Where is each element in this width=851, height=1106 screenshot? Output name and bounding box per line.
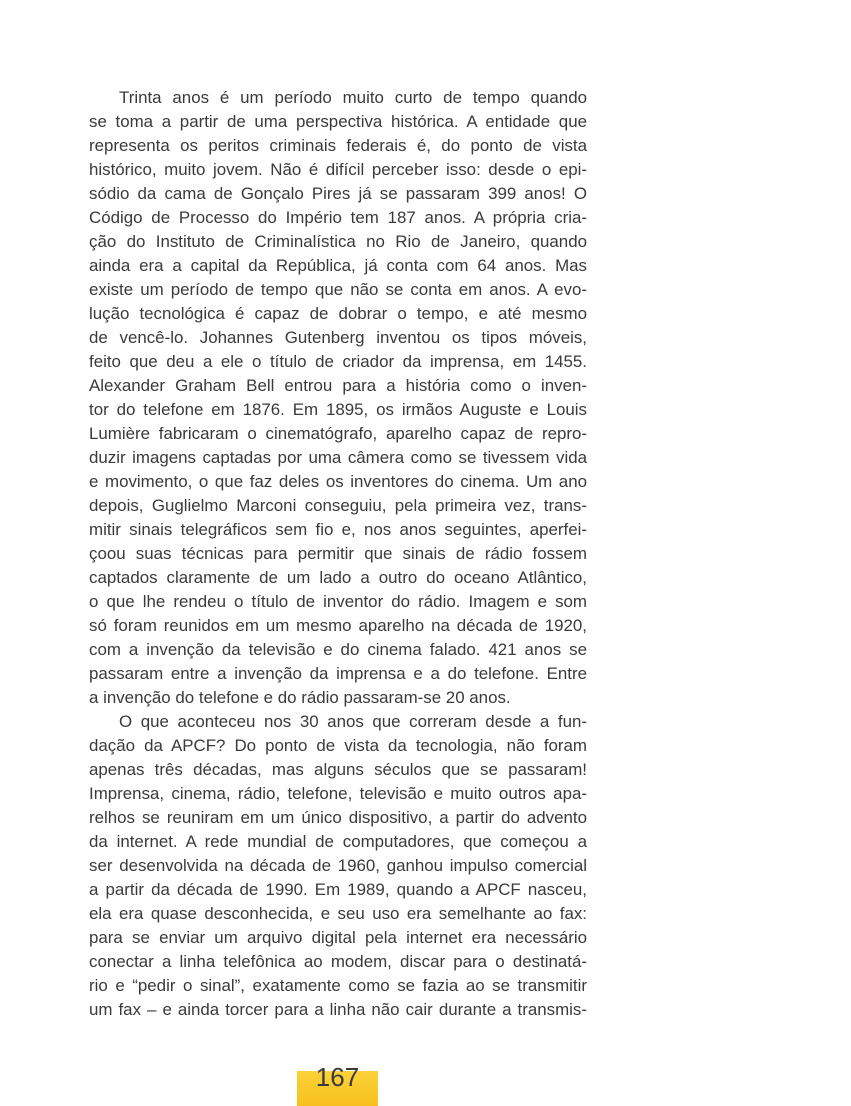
- text-line: da internet. A rede mundial de computadores, que começou a: [89, 832, 587, 851]
- text-line: Lumière fabricaram o cinematógrafo, aparelho capaz de repro-: [89, 424, 587, 443]
- text-line: dação da APCF? Do ponto de vista da tecnologia, não foram: [89, 736, 587, 755]
- text-line: a invenção do telefone e do rádio passaram-se 20 anos.: [89, 688, 511, 707]
- text-line: duzir imagens captadas por uma câmera como se tivessem vida: [89, 448, 587, 467]
- text-line: Imprensa, cinema, rádio, telefone, televisão e muito outros apa-: [89, 784, 587, 803]
- body-text: [89, 86, 587, 1046]
- text-line: histórico, muito jovem. Não é difícil perceber isso: desde o epi-: [89, 160, 587, 179]
- text-line: se toma a partir de uma perspectiva histórica. A entidade que: [89, 112, 587, 131]
- page-number: 167: [315, 1062, 360, 1092]
- text-line: captados claramente de um lado a outro do oceano Atlântico,: [89, 568, 587, 587]
- text-line: a partir da década de 1990. Em 1989, quando a APCF nasceu,: [89, 880, 587, 899]
- text-line: ainda era a capital da República, já conta com 64 anos. Mas: [89, 256, 587, 275]
- text-line: o que lhe rendeu o título de inventor do rádio. Imagem e som: [89, 592, 587, 611]
- text-line: apenas três décadas, mas alguns séculos que se passaram!: [89, 760, 587, 779]
- text-line: Alexander Graham Bell entrou para a história como o inven-: [89, 376, 587, 395]
- text-line: Código de Processo do Império tem 187 anos. A própria cria-: [89, 208, 587, 227]
- text-line: relhos se reuniram em um único dispositivo, a partir do advento: [89, 808, 587, 827]
- text-line: depois, Guglielmo Marconi conseguiu, pela primeira vez, trans-: [89, 496, 587, 515]
- text-line: ela era quase desconhecida, e seu uso era semelhante ao fax:: [89, 904, 587, 923]
- text-line: existe um período de tempo que não se conta em anos. A evo-: [89, 280, 587, 299]
- text-line: tor do telefone em 1876. Em 1895, os irmãos Auguste e Louis: [89, 400, 587, 419]
- text-line: O que aconteceu nos 30 anos que correram desde a fun-: [119, 712, 587, 731]
- text-line: de vencê-lo. Johannes Gutenberg inventou os tipos móveis,: [89, 328, 587, 347]
- text-line: ção do Instituto de Criminalística no Rio de Janeiro, quando: [89, 232, 587, 251]
- text-line: ser desenvolvida na década de 1960, ganhou impulso comercial: [89, 856, 587, 875]
- text-line: rio e “pedir o sinal”, exatamente como se fazia ao se transmitir: [89, 976, 587, 995]
- text-line: para se enviar um arquivo digital pela internet era necessário: [89, 928, 587, 947]
- text-line: passaram entre a invenção da imprensa e a do telefone. Entre: [89, 664, 587, 683]
- text-line: com a invenção da televisão e do cinema falado. 421 anos se: [89, 640, 587, 659]
- text-line: lução tecnológica é capaz de dobrar o tempo, e até mesmo: [89, 304, 587, 323]
- text-line: representa os peritos criminais federais é, do ponto de vista: [89, 136, 587, 155]
- text-line: mitir sinais telegráficos sem fio e, nos anos seguintes, aperfei-: [89, 520, 587, 539]
- text-line: sódio da cama de Gonçalo Pires já se passaram 399 anos! O: [89, 184, 587, 203]
- text-line: conectar a linha telefônica ao modem, discar para o destinatá-: [89, 952, 587, 971]
- text-line: e movimento, o que faz deles os inventores do cinema. Um ano: [89, 472, 587, 491]
- text-line: çoou suas técnicas para permitir que sinais de rádio fossem: [89, 544, 587, 563]
- text-line: feito que deu a ele o título de criador da imprensa, em 1455.: [89, 352, 587, 371]
- text-line: Trinta anos é um período muito curto de tempo quando: [119, 88, 587, 107]
- text-line: só foram reunidos em um mesmo aparelho na década de 1920,: [89, 616, 587, 635]
- text-line: um fax – e ainda torcer para a linha não cair durante a transmis-: [89, 1000, 587, 1019]
